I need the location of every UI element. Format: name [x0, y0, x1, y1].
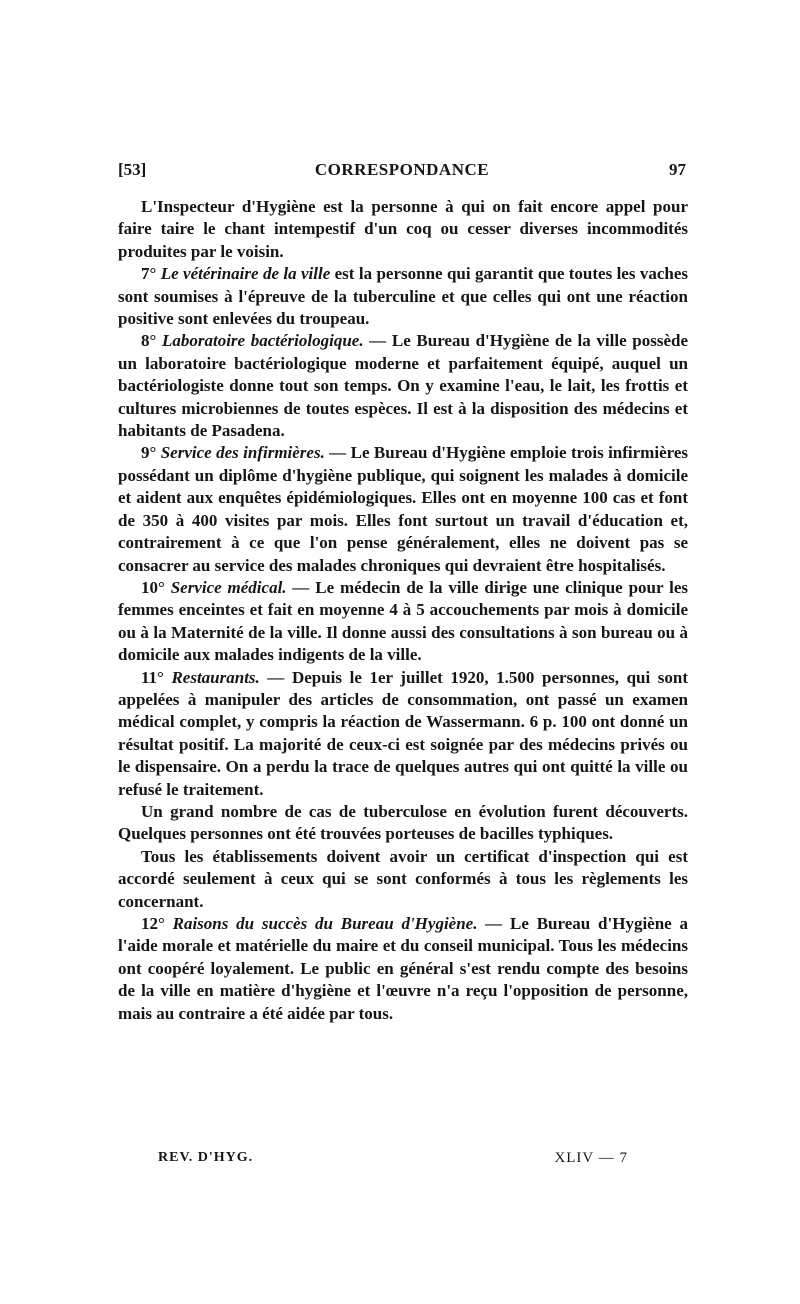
page-footer: [158, 1150, 628, 1174]
body-text: [118, 196, 688, 1025]
paragraph-text: Tous les établissements doivent avoir un certificat d'inspection qui est accordé seulement à ceux qui se sont conformés à tous les règlements les concernant.: [118, 846, 688, 911]
paragraph-heading: Restaurants. —: [171, 667, 285, 687]
paragraph-2: [118, 263, 688, 330]
paragraph-1: [118, 196, 688, 263]
running-title: CORRESPONDANCE: [314, 160, 490, 179]
paragraph-text: Le Bureau d'Hygiène emploie trois infirmières possédant un diplôme d'hygiène publique, qui soignent les malades à domicile et aident aux enquêtes épidémiologiques. Elles ont en moyenne 100 cas et font de 350 à 400 visites par mois. Elles font surtout un travail d'éducation et, contrairement à ce que l'on pense généralement, elles ne doivent pas se consacrer au service des malades chroniques qui devraient être hospitalisés.: [118, 443, 689, 575]
paragraph-heading: Le vétérinaire de la ville: [160, 264, 331, 284]
paragraph-3: [118, 330, 688, 442]
paragraph-heading: Raisons du succès du Bureau d'Hygiène. —: [172, 914, 503, 933]
paragraph-text: Le Bureau d'Hygiène de la ville possède un laboratoire bactériologique moderne et parfaitement équipé, auquel un bactériologiste donne tout son temps. On y examine l'eau, le lait, les frottis et cultures microbiennes de toutes espèces. Il est à la disposition des médecins et habitants de Pasadena.: [118, 331, 689, 441]
paragraph-number: 10°: [141, 577, 165, 597]
paragraph-text: Un grand nombre de cas de tuberculose en évolution furent découverts. Quelques personnes ont été trouvées porteuses de bacilles typhiques.: [118, 801, 688, 844]
journal-abbrev: REV. D'HYG.: [158, 1150, 254, 1165]
paragraph-text: Le médecin de la ville dirige une clinique pour les femmes enceintes et fait en moyenne 4 à 5 accouchements par mois à domicile ou à la Maternité de la ville. Il donne aussi des consultations à son bureau ou à domicile aux malades indigents de la ville.: [118, 577, 688, 665]
paragraph-heading: Service médical. —: [170, 577, 310, 597]
paragraph-9: [118, 913, 688, 1025]
paragraph-text: Depuis le 1er juillet 1920, 1.500 personnes, qui sont appelées à manipuler des articles de consommation, ont passé un examen médical complet, y compris la réaction de Wassermann. 6 p. 100 ont donné un résultat positif. La majorité de ceux-ci est soignée par des médecins privés ou le dispensaire. On a perdu la trace de quelques autres qui ont quitté la ville ou refusé le traitement.: [118, 667, 689, 799]
paragraph-number: 9°: [141, 443, 157, 463]
page-reference: [53]: [118, 160, 147, 179]
signature-mark: XLIV — 7: [554, 1150, 628, 1166]
paragraph-text: est la personne qui garantit que toutes les vaches sont soumises à l'épreuve de la tuberculine et que celles qui ont une réaction positive sont enlevées du troupeau.: [118, 264, 689, 329]
paragraph-number: 11°: [141, 667, 164, 687]
paragraph-8: [118, 846, 688, 913]
page-number: 97: [669, 160, 686, 179]
paragraph-5: [118, 577, 688, 667]
paragraph-heading: Service des infirmières. —: [160, 443, 347, 463]
paragraph-number: 12°: [141, 914, 165, 933]
paragraph-text: L'Inspecteur d'Hygiène est la personne à qui on fait encore appel pour faire taire le chant intempestif d'un coq ou cesser diverses incommodités produites par le voisin.: [118, 197, 688, 261]
paragraph-heading: Laboratoire bactériologique. —: [161, 331, 387, 351]
paragraph-4: [118, 442, 688, 576]
paragraph-number: 7°: [141, 264, 157, 284]
paragraph-7: [118, 801, 688, 846]
paragraph-6: [118, 667, 688, 801]
paragraph-text: Le Bureau d'Hygiène a l'aide morale et matérielle du maire et du conseil municipal. Tous les médecins ont coopéré loyalement. Le public en général s'est rendu compte des besoins de la ville en matière d'hygiène et l'œuvre n'a reçu l'opposition de personne, mais au contraire a été aidée par tous.: [118, 914, 689, 1023]
paragraph-number: 8°: [141, 331, 157, 351]
running-header: [118, 160, 686, 186]
